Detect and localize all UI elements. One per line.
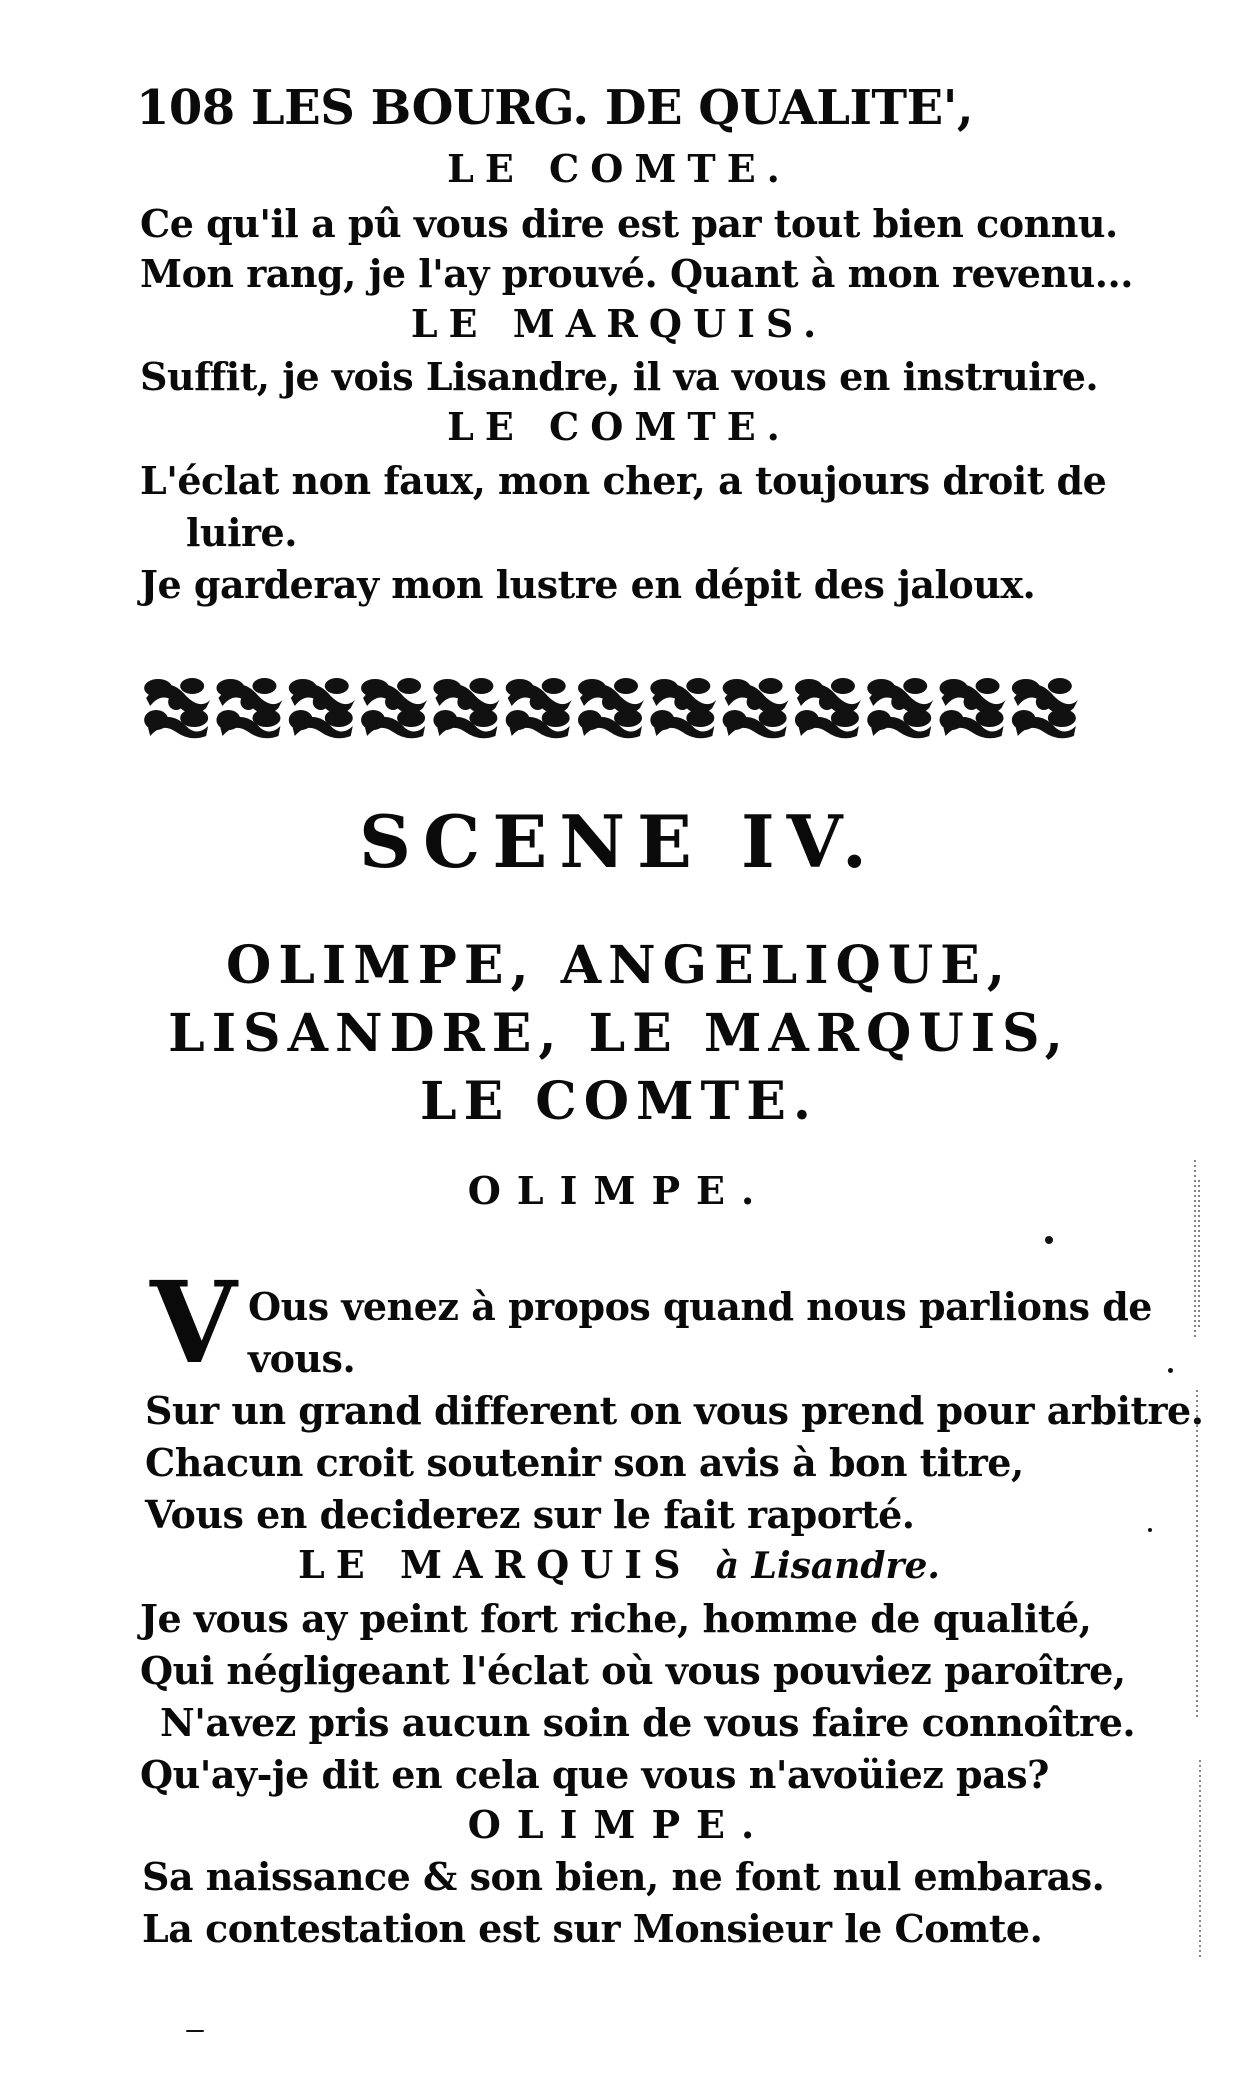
speaker-name: LE MARQUIS. <box>410 301 828 346</box>
verse-line: Qu'ay-je dit en cela que vous n'avoüiez pas? <box>140 1752 1049 1797</box>
speaker-name: OLIMPE. <box>467 1168 771 1213</box>
fleuron <box>506 678 572 738</box>
ink-speck <box>186 2030 204 2032</box>
verse-line: Je vous ay peint fort riche, homme de qualité, <box>140 1596 1092 1641</box>
speaker-name: LE MARQUIS <box>298 1542 692 1587</box>
fleuron <box>795 678 861 738</box>
verse-line: N'avez pris aucun soin de vous faire connoître. <box>160 1700 1136 1745</box>
fleuron <box>940 678 1006 738</box>
verse-line: Qui négligeant l'éclat où vous pouviez paroître, <box>140 1648 1126 1693</box>
fleuron <box>578 678 644 738</box>
verse-line: Sa naissance & son bien, ne font nul embaras. <box>142 1854 1105 1899</box>
drop-cap: V <box>150 1258 237 1389</box>
fleuron <box>723 678 789 738</box>
verse-line: Chacun croit soutenir son avis à bon titre, <box>145 1440 1024 1485</box>
ink-speck <box>1045 1236 1053 1244</box>
scene-title: SCENE IV. <box>359 799 879 884</box>
verse-line: L'éclat non faux, mon cher, a toujours droit de <box>140 458 1107 503</box>
cast-line: LISANDRE, LE MARQUIS, <box>168 1003 1070 1064</box>
cast-line: LE COMTE. <box>420 1071 818 1132</box>
speaker-name: OLIMPE. <box>467 1802 771 1847</box>
ink-speck <box>1148 1528 1152 1532</box>
fleuron <box>216 678 282 738</box>
verse-line: Sur un grand different on vous prend pour arbitre. <box>145 1388 1204 1433</box>
verse-line: La contestation est sur Monsieur le Comte. <box>142 1906 1043 1951</box>
speaker-name: LE COMTE. <box>447 404 791 449</box>
verse-line: Suffit, je vois Lisandre, il va vous en instruire. <box>140 354 1099 399</box>
verse-line: Je garderay mon lustre en dépit des jaloux. <box>140 562 1036 607</box>
scan-edge-mark <box>1192 1160 1206 1960</box>
stage-direction: à Lisandre. <box>715 1545 940 1587</box>
fleuron <box>650 678 716 738</box>
fleuron <box>144 678 210 738</box>
verse-line: Mon rang, je l'ay prouvé. Quant à mon revenu... <box>140 251 1133 296</box>
running-head: 108 LES BOURG. DE QUALITE', <box>136 80 974 136</box>
fleuron <box>289 678 355 738</box>
fleuron <box>433 678 499 738</box>
ink-speck <box>1168 1368 1173 1373</box>
ornament-band <box>140 660 1080 744</box>
fleuron <box>867 678 933 738</box>
verse-line: Ous venez à propos quand nous parlions de <box>248 1284 1152 1329</box>
verse-line: luire. <box>186 510 297 555</box>
verse-line: vous. <box>248 1336 356 1381</box>
fleuron <box>1012 678 1078 738</box>
fleuron <box>361 678 427 738</box>
cast-line: OLIMPE, ANGELIQUE, <box>226 935 1012 996</box>
verse-line: Vous en deciderez sur le fait raporté. <box>145 1492 915 1537</box>
speaker-with-stage-direction <box>0 1542 1238 1587</box>
speaker-name: LE COMTE. <box>447 146 791 191</box>
verse-line: Ce qu'il a pû vous dire est par tout bien connu. <box>140 201 1118 246</box>
